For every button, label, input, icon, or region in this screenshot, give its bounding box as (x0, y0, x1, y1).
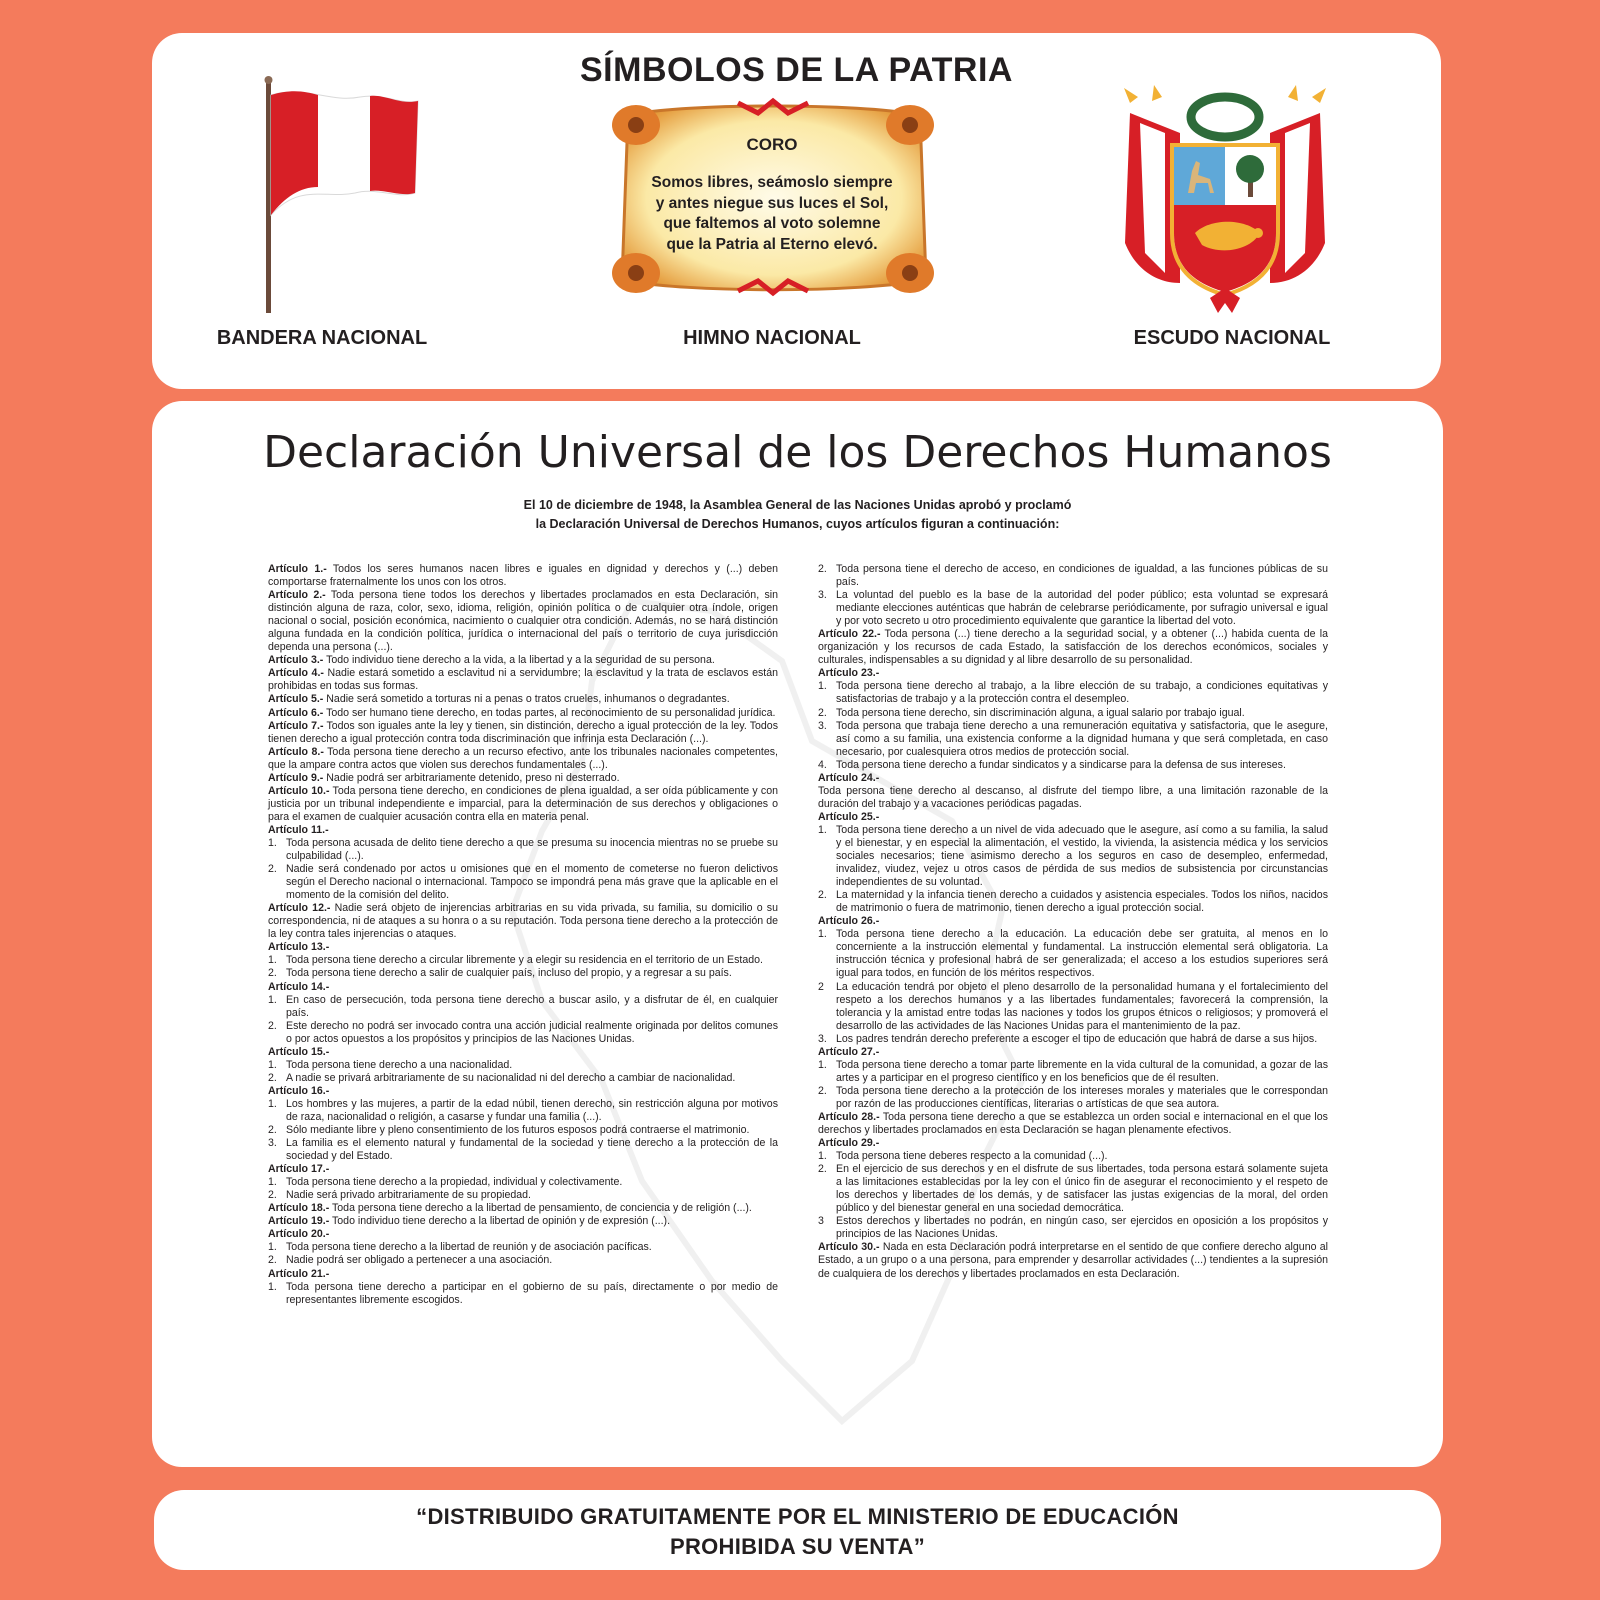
article-heading: Artículo 30.- (818, 1241, 880, 1254)
item-number: 1. (268, 836, 277, 849)
article-item (268, 1281, 778, 1307)
article-entry (268, 941, 778, 954)
article-text: Toda persona tiene derecho a que se establezca un orden social e internacional en el que los derechos y libertades proclamados en esta Declaración se hagan plenamente efectivos. (818, 1110, 1328, 1137)
articles-left-column (268, 563, 778, 1307)
article-entry (268, 589, 778, 654)
article-heading: Artículo 24.- (818, 771, 880, 784)
coro-line: y antes niegue sus luces el Sol, (655, 194, 889, 212)
article-heading: Artículo 26.- (818, 915, 880, 928)
article-text: Toda persona tiene derecho al descanso, al disfrute del tiempo libre, a una limitación razonable de la duración del trabajo y a vacaciones periódicas pagadas. (818, 784, 1328, 810)
anthem-label: HIMNO NACIONAL (683, 327, 861, 349)
item-text: Toda persona tiene derecho a salir de cualquier país, incluso del propio, y a regresar a su país. (286, 967, 732, 980)
article-item (818, 707, 1328, 720)
item-number: 1. (268, 954, 277, 967)
item-text: En el ejercicio de sus derechos y en el disfrute de sus libertades, toda persona estará solamente sujeta a las limitaciones establecidas por la ley con el único fin de asegurar el reconocimiento y el respeto de los derechos y libertades de los demás, y de satisfacer las justas exigencias de la moral, del orden público y del bienestar general en una sociedad democrática. (836, 1163, 1328, 1215)
article-text: Nada en esta Declaración podrá interpretarse en el sentido de que confiere derecho alguno al Estado, a un grupo o a una persona, para emprender y desarrollar actividades (...) tendientes a la supresión de cualquiera de los derechos y libertades proclamados en esta Declaración. (818, 1241, 1328, 1280)
item-number: 3 (818, 1215, 824, 1228)
item-text: A nadie se privará arbitrariamente de su nacionalidad ni del derecho a cambiar de nacionalidad. (286, 1071, 736, 1084)
declaration-intro (152, 496, 1443, 534)
article-item (818, 824, 1328, 889)
article-heading: Artículo 15.- (268, 1045, 330, 1058)
item-text: Toda persona tiene derecho, sin discriminación alguna, a igual salario por trabajo igual. (836, 706, 1245, 719)
item-number: 3. (818, 589, 827, 602)
article-item (268, 954, 778, 967)
article-heading: Artículo 25.- (818, 810, 880, 823)
item-text: Toda persona tiene derecho a la protección de los intereses morales y materiales que le correspondan por razón de las producciones científicas, literarias o artísticas de que sea autora. (836, 1084, 1328, 1110)
article-heading: Artículo 22.- (818, 628, 881, 641)
article-item (818, 981, 1328, 1033)
article-entry (268, 563, 778, 589)
article-item (268, 1124, 778, 1137)
article-item (818, 720, 1328, 759)
article-item (268, 1059, 778, 1072)
item-number: 2 (818, 980, 824, 993)
article-entry (268, 1228, 778, 1241)
national-symbols-panel (152, 33, 1441, 389)
article-entry (268, 772, 778, 785)
article-text: Todos los seres humanos nacen libres e iguales en dignidad y derechos y (...) deben comportarse fraternalmente los unos con los otros. (268, 563, 778, 589)
article-entry (268, 1085, 778, 1098)
article-heading: Artículo 2.- (268, 589, 326, 602)
article-heading: Artículo 21.- (268, 1267, 330, 1280)
item-text: Toda persona tiene derecho a tomar parte libremente en la vida cultural de la comunidad, a gozar de las artes y a participar en el progreso científico y en los beneficios que de él resulten. (836, 1058, 1328, 1084)
coro-line: Somos libres, seámoslo siempre (651, 174, 893, 191)
articles-right-column (818, 563, 1328, 1281)
article-entry (268, 693, 778, 706)
item-text: Los padres tendrán derecho preferente a escoger el tipo de educación que habrá de darse a sus hijos. (836, 1032, 1318, 1045)
footer-panel (154, 1490, 1441, 1570)
item-number: 1. (818, 928, 827, 941)
item-text: La familia es el elemento natural y fundamental de la sociedad y tiene derecho a la protección de la sociedad y del Estado. (286, 1137, 778, 1163)
article-entry (268, 1202, 778, 1215)
article-heading: Artículo 29.- (818, 1137, 880, 1150)
article-item (268, 1254, 778, 1267)
article-entry (818, 1137, 1328, 1150)
article-entry (268, 981, 778, 994)
article-item (268, 994, 778, 1020)
item-number: 2. (268, 1124, 277, 1137)
item-text: La maternidad y la infancia tienen derecho a cuidados y asistencia especiales. Todos los niños, nacidos de matrimonio o fuera de matrimonio, tienen derecho a igual protección social. (836, 889, 1328, 915)
article-entry (268, 707, 778, 720)
article-heading: Artículo 17.- (268, 1163, 330, 1176)
article-entry (268, 785, 778, 824)
article-item (818, 889, 1328, 915)
item-number: 2. (268, 1071, 277, 1084)
article-text: Toda persona tiene derecho a un recurso efectivo, ante los tribunales nacionales competentes, que la ampare contra actos que violen sus derechos fundamentales (...). (268, 745, 778, 771)
intro-line: El 10 de diciembre de 1948, la Asamblea General de las Naciones Unidas aprobó y proclamó (523, 498, 1072, 512)
article-heading: Artículo 23.- (818, 667, 880, 680)
item-number: 1. (268, 993, 277, 1006)
article-item (818, 680, 1328, 706)
item-text: Toda persona tiene derecho a la libertad de reunión y de asociación pacíficas. (286, 1241, 652, 1254)
article-entry (818, 915, 1328, 928)
article-heading: Artículo 4.- (268, 667, 324, 680)
article-item (268, 837, 778, 863)
article-item (818, 1059, 1328, 1085)
item-text: Nadie será condenado por actos u omisiones que en el momento de cometerse no fueron delictivos según el Derecho nacional o internacional. Tampoco se impondrá pena más grave que la aplicable en el momento de la comisión del delito. (286, 863, 778, 902)
article-entry (268, 746, 778, 772)
item-number: 2. (268, 967, 277, 980)
shield-label: ESCUDO NACIONAL (1133, 327, 1331, 349)
article-heading: Artículo 14.- (268, 980, 330, 993)
item-number: 4. (818, 758, 827, 771)
item-number: 2. (268, 863, 277, 876)
article-item (268, 1176, 778, 1189)
item-text: Toda persona tiene derecho a participar en el gobierno de su país, directamente o por medio de representantes libremente escogidos. (286, 1280, 778, 1306)
article-text: Toda persona tiene derecho, en condiciones de plena igualdad, a ser oída públicamente y con justicia por un tribunal independiente e imparcial, para la determinación de sus derechos y obligaciones o para el examen de cualquier acusación contra ella en materia penal. (268, 784, 778, 823)
article-item (268, 1137, 778, 1163)
item-text: La educación tendrá por objeto el pleno desarrollo de la personalidad humana y el fortalecimiento del respeto a los derechos humanos y a las libertades fundamentales; favorecerá la comprensión, la tolerancia y la amistad entre todas las naciones y todos los grupos étnicos o religiosos; y promoverá el desarrollo de las actividades de las Naciones Unidas para el mantenimiento de la paz. (836, 980, 1328, 1032)
article-entry (818, 1111, 1328, 1137)
item-text: Toda persona tiene derecho a un nivel de vida adecuado que le asegure, así como a su familia, la salud y el bienestar, y en especial la alimentación, el vestido, la vivienda, la asistencia médica y los servicios sociales necesarios; tiene asimismo derecho a los seguros en caso de desempleo, enfermedad, invalidez, viudez, vejez u otros casos de pérdida de sus medios de subsistencia por circunstancias independientes de su voluntad. (836, 823, 1328, 889)
item-text: Los hombres y las mujeres, a partir de la edad núbil, tienen derecho, sin restricción alguna por motivos de raza, nacionalidad o religión, a casarse y fundar una familia (...). (286, 1097, 778, 1123)
article-item (268, 1241, 778, 1254)
coro-lyrics (622, 173, 922, 255)
article-text: Toda persona tiene todos los derechos y libertades proclamados en esta Declaración, sin distinción alguna de raza, color, sexo, idioma, religión, opinión política o de cualquier otra índole, origen nacional o social, posición económica, nacimiento o cualquier otra condición. Además, no se hará distinción alguna fundada en la condición política, jurídica o internacional del país o territorio de cuya jurisdicción dependa una persona (...). (268, 589, 778, 654)
item-number: 1. (818, 1058, 827, 1071)
article-heading: Artículo 9.- (268, 771, 324, 784)
coro-line: que faltemos al voto solemne (663, 215, 881, 232)
article-text: Todos son iguales ante la ley y tienen, sin distinción, derecho a igual protección de la ley. Todos tienen derecho a igual protección contra toda discriminación que infrinja esta Declaración (...). (268, 719, 778, 745)
article-item (818, 1163, 1328, 1215)
article-entry (818, 1241, 1328, 1280)
footer-line: “DISTRIBUIDO GRATUITAMENTE POR EL MINISTERIO DE EDUCACIÓN (416, 1504, 1179, 1529)
article-text: Todo individuo tiene derecho a la vida, a la libertad y a la seguridad de su persona. (323, 654, 715, 667)
item-text: En caso de persecución, toda persona tiene derecho a buscar asilo, y a disfrutar de él, en cualquier país. (286, 993, 778, 1019)
article-heading: Artículo 1.- (268, 563, 327, 575)
symbols-heading: SÍMBOLOS DE LA PATRIA (580, 51, 1013, 89)
article-heading: Artículo 12.- (268, 902, 331, 915)
item-text: Estos derechos y libertades no podrán, en ningún caso, ser ejercidos en oposición a los propósitos y principios de las Naciones Unidas. (836, 1215, 1328, 1241)
item-number: 1. (268, 1058, 277, 1071)
article-entry (818, 667, 1328, 680)
item-text: Toda persona tiene derecho al trabajo, a la libre elección de su trabajo, a condiciones equitativas y satisfactorias de trabajo y a la protección contra el desempleo. (836, 680, 1328, 706)
article-item (818, 589, 1328, 628)
item-text: Toda persona acusada de delito tiene derecho a que se presuma su inocencia mientras no se pruebe su culpabilidad (...). (286, 836, 778, 863)
item-text: Toda persona tiene derecho a circular libremente y a elegir su residencia en el territorio de un Estado. (286, 954, 763, 967)
article-item (268, 1098, 778, 1124)
item-number: 3. (818, 1032, 827, 1045)
article-item (268, 1020, 778, 1046)
article-entry (268, 1046, 778, 1059)
item-number: 3. (818, 719, 827, 732)
item-text: Sólo mediante libre y pleno consentimiento de los futuros esposos podrá contraerse el matrimonio. (286, 1124, 750, 1137)
item-number: 1. (818, 680, 827, 693)
item-text: La voluntad del pueblo es la base de la autoridad del poder público; esta voluntad se expresará mediante elecciones auténticas que habrán de celebrarse periódicamente, por sufragio universal e igual y por voto secreto u otro procedimiento equivalente que garantice la libertad del voto. (836, 589, 1328, 628)
article-entry (818, 811, 1328, 824)
coat-of-arms-icon (1110, 83, 1340, 318)
item-number: 2. (818, 1084, 827, 1097)
article-heading: Artículo 18.- (268, 1202, 330, 1215)
article-item (818, 759, 1328, 772)
article-heading: Artículo 5.- (268, 693, 324, 706)
coro-line: que la Patria al Eterno elevó. (666, 235, 878, 253)
article-entry (268, 667, 778, 693)
article-heading: Artículo 20.- (268, 1228, 330, 1241)
item-text: Toda persona tiene derecho a la educación. La educación debe ser gratuita, al menos en lo concerniente a la instrucción elemental y fundamental. La instrucción elemental será obligatoria. La instrucción técnica y profesional habrá de ser generalizada; el acceso a los estudios superiores será igual para todos, en función de los méritos respectivos. (836, 928, 1328, 980)
article-item (268, 863, 778, 902)
article-heading: Artículo 8.- (268, 745, 324, 758)
article-entry (268, 824, 778, 837)
item-number: 2. (818, 889, 827, 902)
article-entry (818, 628, 1328, 667)
article-item (818, 1033, 1328, 1046)
article-entry (818, 1046, 1328, 1059)
article-text: Nadie será sometido a torturas ni a penas o tratos crueles, inhumanos o degradantes. (323, 693, 730, 706)
item-text: Toda persona tiene derecho a fundar sindicatos y a sindicarse para la defensa de sus intereses. (836, 758, 1286, 771)
item-number: 1. (818, 823, 827, 836)
item-number: 2. (268, 1189, 277, 1202)
article-item (818, 1215, 1328, 1241)
declaration-title: Declaración Universal de los Derechos Humanos (263, 427, 1332, 478)
article-item (818, 1150, 1328, 1163)
article-heading: Artículo 11.- (268, 823, 329, 836)
article-entry (268, 902, 778, 941)
article-heading: Artículo 3.- (268, 654, 324, 667)
footer-line: PROHIBIDA SU VENTA” (669, 1534, 926, 1559)
item-text: Toda persona tiene derecho a una nacionalidad. (286, 1058, 513, 1071)
article-entry (818, 772, 1328, 785)
item-number: 2. (268, 1254, 277, 1267)
item-number: 1. (268, 1176, 277, 1189)
article-heading: Artículo 16.- (268, 1084, 330, 1097)
article-entry (268, 1215, 778, 1228)
item-text: Este derecho no podrá ser invocado contra una acción judicial realmente originada por delitos comunes o por actos opuestos a los propósitos y principios de las Naciones Unidas. (286, 1019, 778, 1045)
article-text: Nadie será objeto de injerencias arbitrarias en su vida privada, su familia, su domicilio o su correspondencia, ni de ataques a su honra o a su reputación. Toda persona tiene derecho a la protección de la ley contra tales injerencias o ataques. (268, 902, 778, 941)
article-text: Toda persona (...) tiene derecho a la seguridad social, y a obtener (...) habida cuenta de la organización y los recursos de cada Estado, la satisfacción de los derechos económicos, sociales y culturales, indispensables a su dignidad y al libre desarrollo de su personalidad. (818, 628, 1328, 667)
item-number: 1. (818, 1150, 827, 1163)
article-item (818, 563, 1328, 589)
item-number: 1. (268, 1280, 277, 1293)
article-text: Todo ser humano tiene derecho, en todas partes, al reconocimiento de su personalidad jurídica. (323, 706, 776, 719)
article-entry (268, 720, 778, 746)
item-text: Toda persona tiene deberes respecto a la comunidad (...). (836, 1150, 1108, 1163)
article-heading: Artículo 6.- (268, 706, 324, 719)
intro-line: la Declaración Universal de Derechos Humanos, cuyos artículos figuran a continuación: (535, 517, 1060, 531)
item-text: Nadie podrá ser obligado a pertenecer a una asociación. (286, 1254, 553, 1267)
article-heading: Artículo 19.- (268, 1215, 330, 1228)
article-text: Todo individuo tiene derecho a la libertad de opinión y de expresión (...). (329, 1215, 671, 1228)
article-item (818, 1085, 1328, 1111)
item-text: Nadie será privado arbitrariamente de su propiedad. (286, 1189, 531, 1202)
article-heading: Artículo 7.- (268, 719, 324, 732)
article-item (268, 1072, 778, 1085)
article-item (268, 967, 778, 980)
article-heading: Artículo 28.- (818, 1110, 880, 1123)
item-number: 2. (818, 706, 827, 719)
coro-title: CORO (746, 135, 798, 154)
item-number: 1. (268, 1097, 277, 1110)
item-text: Toda persona que trabaja tiene derecho a una remuneración equitativa y satisfactoria, que le asegure, así como a su familia, una existencia conforme a la dignidad humana y que será completada, en caso necesario, por cualesquiera otros medios de protección social. (836, 719, 1328, 758)
peru-flag-icon (260, 75, 430, 315)
flag-label: BANDERA NACIONAL (216, 327, 428, 349)
item-number: 1. (268, 1241, 277, 1254)
item-number: 2. (818, 563, 827, 575)
article-heading: Artículo 27.- (818, 1045, 880, 1058)
item-number: 2. (818, 1163, 827, 1176)
article-item (818, 928, 1328, 980)
article-entry (268, 1163, 778, 1176)
item-text: Toda persona tiene el derecho de acceso, en condiciones de igualdad, a las funciones públicas de su país. (836, 563, 1328, 589)
article-text: Nadie estará sometido a esclavitud ni a servidumbre; la esclavitud y la trata de esclavos están prohibidas en todas sus formas. (268, 667, 778, 693)
article-heading: Artículo 13.- (268, 941, 330, 954)
item-number: 2. (268, 1019, 277, 1032)
article-text: Toda persona tiene derecho a la libertad de pensamiento, de conciencia y de religión (...). (329, 1202, 752, 1215)
article-entry (268, 1268, 778, 1281)
item-text: Toda persona tiene derecho a la propiedad, individual y colectivamente. (286, 1176, 623, 1189)
item-number: 3. (268, 1137, 277, 1150)
article-entry (268, 654, 778, 667)
declaration-panel (152, 401, 1443, 1467)
article-text: Nadie podrá ser arbitrariamente detenido, preso ni desterrado. (323, 771, 620, 784)
article-heading: Artículo 10.- (268, 784, 330, 797)
article-item (268, 1189, 778, 1202)
